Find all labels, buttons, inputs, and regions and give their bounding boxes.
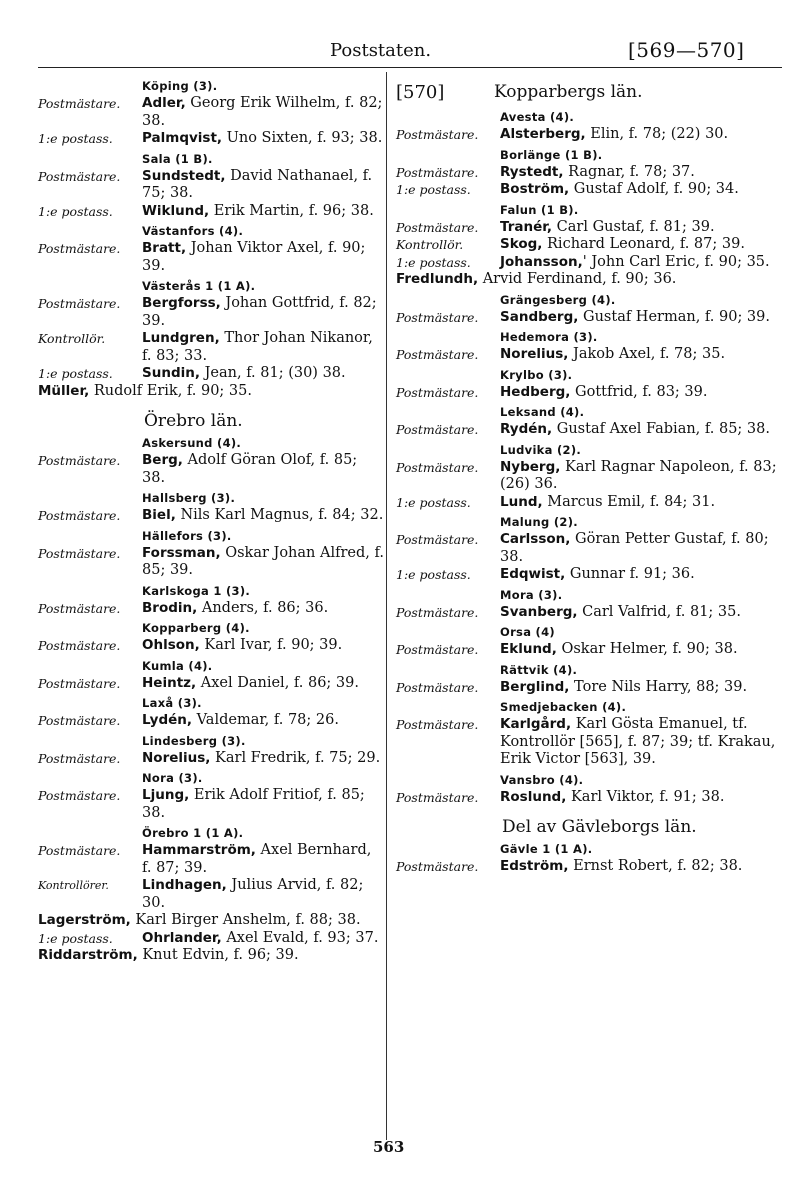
person-details: ' John Carl Eric, f. 90; 35. xyxy=(582,253,770,270)
entry-row xyxy=(38,787,384,822)
role-label: Postmästare. xyxy=(38,453,121,468)
entry-value xyxy=(142,203,384,221)
town-heading: Laxå (3). xyxy=(142,696,202,710)
role-label: Postmästare. xyxy=(396,164,479,180)
person-surname: Palmqvist, xyxy=(142,130,223,146)
person-surname: Karlgård, xyxy=(500,716,572,732)
town-heading: Västanfors (4). xyxy=(142,224,244,238)
person-surname: Skog, xyxy=(500,236,543,252)
right-column-header xyxy=(396,82,788,106)
person-surname: Bratt, xyxy=(142,240,187,256)
person-details: Karl Ivar, f. 90; 39. xyxy=(199,637,343,653)
entry-value xyxy=(142,365,384,383)
person-surname: Forssman, xyxy=(142,544,221,561)
role-label: Kontrollör. xyxy=(38,331,106,346)
person-surname: Lagerström, xyxy=(38,912,131,928)
entry-row xyxy=(38,240,384,275)
entry-row xyxy=(38,877,384,912)
person-surname: Roslund, xyxy=(500,788,567,805)
person-details: Gustaf Adolf, f. 90; 34. xyxy=(569,181,739,197)
entry-row xyxy=(396,236,788,254)
entry-row xyxy=(396,459,788,494)
role-label: Postmästare. xyxy=(396,532,479,547)
entry-value xyxy=(500,236,788,254)
entry-row xyxy=(38,750,384,768)
entry-row xyxy=(396,254,788,272)
entry-row xyxy=(38,95,384,130)
entry-row xyxy=(38,507,384,525)
person-surname: Eklund, xyxy=(500,641,557,657)
role-label: Postmästare. xyxy=(396,859,479,874)
entry-value xyxy=(500,384,788,402)
entry-value xyxy=(500,679,788,697)
role-label: Postmästare. xyxy=(38,638,121,653)
role-label: 1:e postass. xyxy=(396,567,471,582)
person-surname: Lindhagen, xyxy=(142,877,227,893)
role-label: 1:e postass. xyxy=(396,254,471,270)
role-label: 1:e postass. xyxy=(396,494,471,510)
town-heading: Kopparberg (4). xyxy=(142,621,250,635)
person-surname: Riddarström, xyxy=(38,947,138,963)
region-heading: Örebro län. xyxy=(144,411,243,431)
column-divider xyxy=(386,72,387,1140)
person-details: Gustaf Axel Fabian, f. 85; 38. xyxy=(552,421,770,437)
town-heading: Avesta (4). xyxy=(500,110,575,124)
town-heading: Borlänge (1 B). xyxy=(500,147,603,162)
person-surname: Edström, xyxy=(500,858,569,874)
entry-row xyxy=(38,203,384,221)
person-details: Valdemar, f. 78; 26. xyxy=(192,712,339,728)
person-surname: Adler, xyxy=(142,95,186,111)
entry-row xyxy=(396,181,788,199)
town-heading: Köping (3). xyxy=(142,79,218,93)
person-surname: Norelius, xyxy=(500,346,569,362)
role-label: 1:e postass. xyxy=(38,366,113,381)
person-details: Jakob Axel, f. 78; 35. xyxy=(568,346,726,362)
person-details: Jean, f. 81; (30) 38. xyxy=(199,365,346,381)
entry-value xyxy=(142,750,384,768)
role-label: Postmästare. xyxy=(38,788,121,803)
person-details: Thor Johan Nikanor, f. 83; 33. xyxy=(142,330,373,364)
entry-row xyxy=(396,716,788,769)
town-heading: Nora (3). xyxy=(142,771,203,785)
role-label: Postmästare. xyxy=(38,600,121,616)
person-details: Ernst Robert, f. 82; 38. xyxy=(568,858,743,874)
entry-row xyxy=(396,679,788,697)
person-surname: Lund, xyxy=(500,493,543,510)
role-label: Postmästare. xyxy=(38,713,121,728)
town-heading: Askersund (4). xyxy=(142,436,242,450)
entry-value xyxy=(142,930,384,948)
person-surname: Bergforss, xyxy=(142,295,221,311)
town-heading: Hällefors (3). xyxy=(142,528,232,543)
entry-row xyxy=(396,219,788,237)
entry-value xyxy=(500,346,788,364)
entry-value xyxy=(142,330,384,365)
person-details: Uno Sixten, f. 93; 38. xyxy=(222,130,383,146)
person-surname: Hedberg, xyxy=(500,383,571,400)
role-label: 1:e postass. xyxy=(38,930,113,946)
person-surname: Norelius, xyxy=(142,749,211,766)
person-details: David Nathanael, f. 75; 38. xyxy=(142,167,373,201)
person-surname: Fredlundh, xyxy=(396,271,479,287)
entry-row xyxy=(38,842,384,877)
person-surname: Wiklund, xyxy=(142,202,210,219)
entry-value xyxy=(142,600,384,618)
entry-value xyxy=(142,842,384,877)
entry-value xyxy=(142,240,384,275)
person-details: Erik Adolf Fritiof, f. 85; 38. xyxy=(142,787,365,821)
person-surname: Rystedt, xyxy=(500,163,564,180)
entry-value xyxy=(500,254,788,272)
person-surname: Biel, xyxy=(142,507,176,523)
person-details: Axel Bernhard, f. 87; 39. xyxy=(142,842,372,876)
entry-row-full xyxy=(38,383,384,401)
entry-value xyxy=(500,789,788,807)
person-surname: Hammarström, xyxy=(142,842,256,858)
right-column xyxy=(396,80,788,876)
entry-value xyxy=(500,126,788,144)
entry-value xyxy=(500,858,788,876)
role-label: Postmästare. xyxy=(38,545,121,561)
person-details: Carl Gustaf, f. 81; 39. xyxy=(552,218,715,235)
role-label: Postmästare. xyxy=(396,347,479,362)
person-surname: Svanberg, xyxy=(500,603,578,620)
person-details: Julius Arvid, f. 82; 30. xyxy=(142,877,364,911)
person-details: Tore Nils Harry, 88; 39. xyxy=(569,678,748,695)
entry-value xyxy=(500,531,788,566)
entry-value xyxy=(500,566,788,584)
town-heading: Malung (2). xyxy=(500,515,578,529)
header-rule xyxy=(38,67,782,68)
person-details: Gottfrid, f. 83; 39. xyxy=(570,383,708,400)
region-heading: Del av Gävleborgs län. xyxy=(502,817,697,837)
role-label: Postmästare. xyxy=(38,843,121,858)
person-surname: Sundstedt, xyxy=(142,167,226,184)
town-heading: Krylbo (3). xyxy=(500,367,573,382)
entry-value xyxy=(142,787,384,822)
entry-value xyxy=(142,545,384,580)
entry-row xyxy=(38,130,384,148)
entry-row xyxy=(396,531,788,566)
role-label: Postmästare. xyxy=(396,642,479,657)
role-label: Postmästare. xyxy=(396,789,479,805)
role-label: Postmästare. xyxy=(396,384,479,400)
person-surname: Berglind, xyxy=(500,678,570,695)
person-details: Gunnar f. 91; 36. xyxy=(565,566,695,582)
entry-value xyxy=(142,712,384,730)
entry-row xyxy=(38,930,384,948)
town-heading: Karlskoga 1 (3). xyxy=(142,583,251,598)
role-label: Postmästare. xyxy=(38,296,121,311)
person-surname: Boström, xyxy=(500,181,570,197)
role-label: Postmästare. xyxy=(396,309,479,325)
entry-value xyxy=(142,507,384,525)
role-label: Postmästare. xyxy=(396,717,479,732)
entry-value xyxy=(142,452,384,487)
person-surname: Edqwist, xyxy=(500,566,566,582)
entry-row-full xyxy=(38,912,384,930)
town-heading: Lindesberg (3). xyxy=(142,733,246,748)
entry-row xyxy=(38,168,384,203)
entry-value xyxy=(142,877,384,912)
person-details: Karl Birger Anshelm, f. 88; 38. xyxy=(130,912,361,928)
person-details: Rudolf Erik, f. 90; 35. xyxy=(89,382,252,399)
role-label: Postmästare. xyxy=(38,675,121,691)
person-details: Carl Valfrid, f. 81; 35. xyxy=(577,603,741,620)
role-label: Postmästare. xyxy=(396,219,479,235)
page-number: 563 xyxy=(373,1138,405,1156)
left-column xyxy=(38,75,384,965)
column-number: [570] xyxy=(396,82,445,103)
entry-row xyxy=(38,330,384,365)
person-surname: Müller, xyxy=(38,382,90,399)
person-surname: Ohlson, xyxy=(142,637,200,653)
role-label: Postmästare. xyxy=(38,508,121,523)
entry-row xyxy=(396,309,788,327)
entry-value xyxy=(500,181,788,199)
person-surname: Heintz, xyxy=(142,674,197,691)
person-surname: Tranér, xyxy=(500,218,553,235)
town-heading: Örebro 1 (1 A). xyxy=(142,826,244,840)
person-surname: Carlsson, xyxy=(500,531,571,547)
entry-row xyxy=(396,641,788,659)
town-heading: Vansbro (4). xyxy=(500,772,584,787)
person-surname: Berg, xyxy=(142,452,183,468)
person-details: Adolf Göran Olof, f. 85; 38. xyxy=(142,452,358,486)
person-surname: Rydén, xyxy=(500,421,553,437)
person-details: Gustaf Herman, f. 90; 39. xyxy=(578,308,770,325)
person-surname: Lydén, xyxy=(142,712,193,728)
entry-row xyxy=(396,604,788,622)
person-details: Georg Erik Wilhelm, f. 82; 38. xyxy=(142,95,383,129)
person-details: Anders, f. 86; 36. xyxy=(197,599,329,616)
role-label: Kontrollör. xyxy=(396,237,464,252)
entry-row xyxy=(38,675,384,693)
entry-value xyxy=(500,716,788,769)
town-heading: Ludvika (2). xyxy=(500,442,582,457)
role-label: Postmästare. xyxy=(38,750,121,766)
town-heading: Hallsberg (3). xyxy=(142,491,236,505)
person-details: Johan Viktor Axel, f. 90; 39. xyxy=(142,240,366,274)
role-label: Kontrollörer. xyxy=(38,879,109,892)
town-heading: Leksand (4). xyxy=(500,405,585,419)
role-label: Postmästare. xyxy=(396,459,479,475)
entry-row xyxy=(38,637,384,655)
region-heading: Kopparbergs län. xyxy=(494,82,643,102)
town-heading: Grängesberg (4). xyxy=(500,292,616,307)
person-details: Karl Viktor, f. 91; 38. xyxy=(566,788,725,805)
entry-row xyxy=(396,384,788,402)
entry-row xyxy=(396,789,788,807)
entry-value xyxy=(142,295,384,330)
entry-value xyxy=(500,219,788,237)
entry-row-full xyxy=(38,947,384,965)
page-range: [569—570] xyxy=(628,38,745,62)
role-label: Postmästare. xyxy=(38,168,121,184)
person-surname: Nyberg, xyxy=(500,458,561,475)
entry-value xyxy=(500,494,788,512)
role-label: 1:e postass. xyxy=(38,203,113,219)
person-details: Marcus Emil, f. 84; 31. xyxy=(542,493,716,510)
town-heading: Västerås 1 (1 A). xyxy=(142,279,256,293)
entry-row xyxy=(396,421,788,439)
entry-value xyxy=(142,130,384,148)
entry-value xyxy=(142,637,384,655)
person-surname: Alsterberg, xyxy=(500,126,586,142)
entry-row-full xyxy=(396,271,788,289)
role-label: 1:e postass. xyxy=(38,131,113,146)
person-details: Elin, f. 78; (22) 30. xyxy=(585,126,729,142)
entry-row xyxy=(396,346,788,364)
person-surname: Ljung, xyxy=(142,787,190,803)
person-surname: Ohrlander, xyxy=(142,929,222,946)
entry-row xyxy=(396,494,788,512)
person-details: Nils Karl Magnus, f. 84; 32. xyxy=(175,507,384,523)
person-details: Karl Fredrik, f. 75; 29. xyxy=(210,749,381,766)
entry-row xyxy=(396,858,788,876)
entry-row xyxy=(38,712,384,730)
town-heading: Orsa (4) xyxy=(500,625,555,639)
entry-row xyxy=(38,600,384,618)
entry-row xyxy=(38,452,384,487)
entry-row xyxy=(396,126,788,144)
town-heading: Gävle 1 (1 A). xyxy=(500,842,593,856)
town-heading: Rättvik (4). xyxy=(500,662,578,677)
person-details: Johan Gottfrid, f. 82; 39. xyxy=(142,295,377,329)
town-heading: Mora (3). xyxy=(500,587,563,602)
role-label: 1:e postass. xyxy=(396,182,471,197)
entry-value xyxy=(142,168,384,203)
person-surname: Sundin, xyxy=(142,365,200,381)
town-heading: Hedemora (3). xyxy=(500,330,598,344)
person-details: Axel Daniel, f. 86; 39. xyxy=(196,674,359,691)
entry-value xyxy=(500,164,788,182)
role-label: Postmästare. xyxy=(396,127,479,142)
person-surname: Sandberg, xyxy=(500,308,579,325)
role-label: Postmästare. xyxy=(396,679,479,695)
entry-value xyxy=(500,309,788,327)
person-details: Ragnar, f. 78; 37. xyxy=(563,163,695,180)
entry-value xyxy=(500,604,788,622)
person-details: Knut Edvin, f. 96; 39. xyxy=(137,947,299,963)
person-surname: Brodin, xyxy=(142,599,198,616)
person-details: Richard Leonard, f. 87; 39. xyxy=(542,236,745,252)
entry-value xyxy=(142,675,384,693)
role-label: Postmästare. xyxy=(38,96,121,111)
person-details: Karl Ragnar Napoleon, f. 83; (26) 36. xyxy=(500,458,777,492)
person-surname: Johansson, xyxy=(500,253,583,270)
entry-value xyxy=(500,641,788,659)
person-details: Oskar Helmer, f. 90; 38. xyxy=(556,641,738,657)
town-heading: Kumla (4). xyxy=(142,658,213,673)
person-details: Karl Gösta Emanuel, tf. Kontrollör [565], f. 87; 39; tf. Krakau, Erik Victor [563], 39. xyxy=(500,716,776,767)
role-label: Postmästare. xyxy=(396,422,479,437)
entry-row xyxy=(396,566,788,584)
entry-value xyxy=(500,459,788,494)
entry-row xyxy=(396,164,788,182)
town-heading: Falun (1 B). xyxy=(500,202,579,217)
entry-row xyxy=(38,545,384,580)
person-surname: Lundgren, xyxy=(142,330,220,346)
town-heading: Smedjebacken (4). xyxy=(500,700,627,714)
entry-value xyxy=(500,421,788,439)
entry-value xyxy=(142,95,384,130)
person-details: Erik Martin, f. 96; 38. xyxy=(209,202,374,219)
entry-row xyxy=(38,295,384,330)
person-details: Göran Petter Gustaf, f. 80; 38. xyxy=(500,531,769,565)
role-label: Postmästare. xyxy=(396,604,479,620)
role-label: Postmästare. xyxy=(38,241,121,256)
person-details: Arvid Ferdinand, f. 90; 36. xyxy=(478,271,677,287)
running-head: Poststaten. xyxy=(330,40,432,61)
person-details: Axel Evald, f. 93; 37. xyxy=(221,929,379,946)
person-details: Oskar Johan Alfred, f. 85; 39. xyxy=(142,544,384,578)
right-column-body xyxy=(396,109,788,876)
entry-row xyxy=(38,365,384,383)
town-heading: Sala (1 B). xyxy=(142,151,213,166)
